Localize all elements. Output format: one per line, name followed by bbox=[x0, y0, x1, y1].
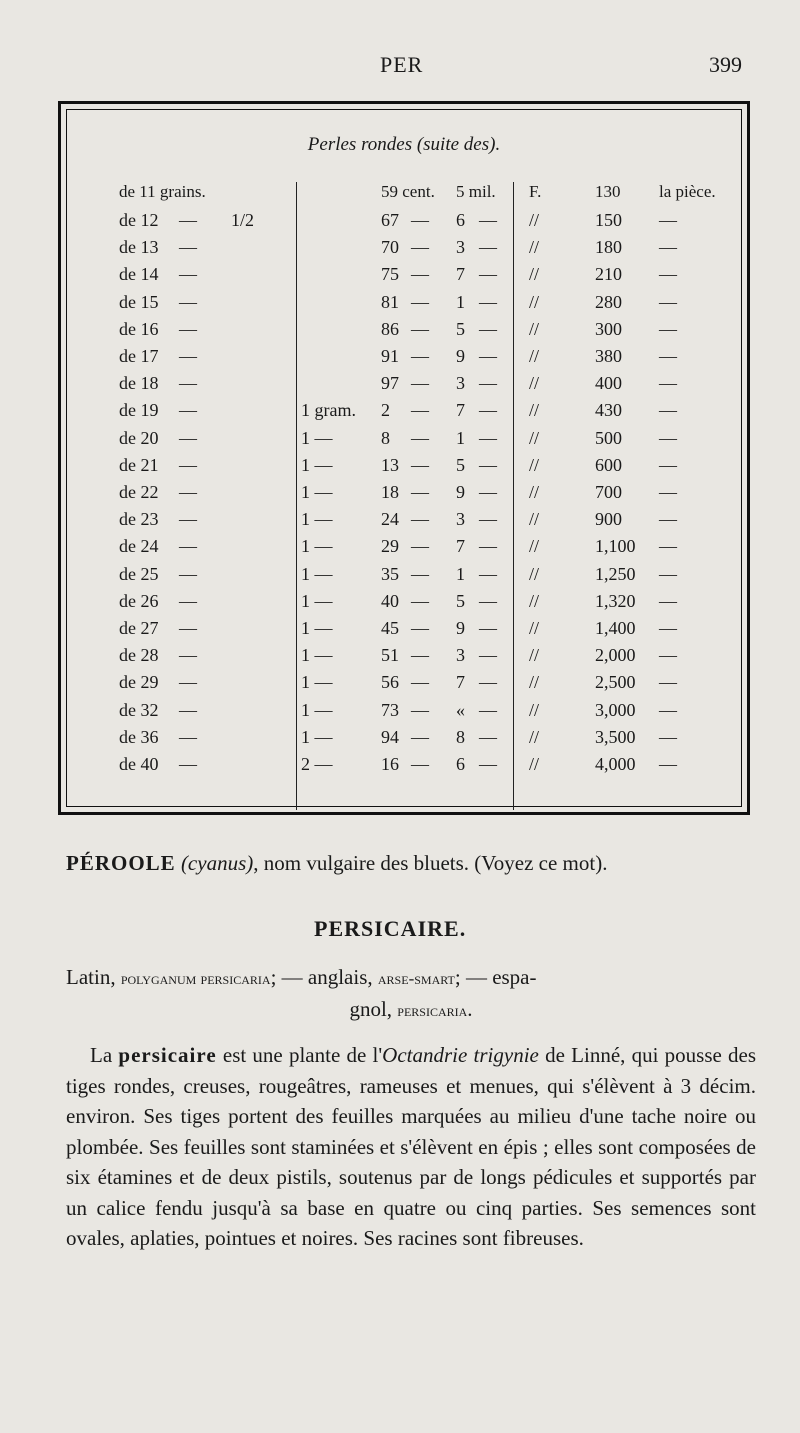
dash-cell: — bbox=[479, 509, 497, 530]
price-cell: 430 bbox=[595, 400, 622, 421]
cent-cell: 81 bbox=[381, 291, 399, 312]
mil-cell: 5 bbox=[456, 454, 465, 475]
unit-cell: — bbox=[659, 482, 677, 502]
unit-cell: — bbox=[659, 726, 677, 747]
header-unit: la pièce. bbox=[659, 182, 716, 201]
dash-cell: — bbox=[479, 454, 497, 475]
perole-headword: PÉROOLE bbox=[66, 851, 176, 875]
price-cell: 1,250 bbox=[595, 563, 636, 584]
latin-name: polyganum persicaria bbox=[120, 969, 271, 988]
cent-cell: 35 bbox=[381, 563, 399, 584]
dash-cell: — bbox=[411, 454, 429, 475]
page-number: 399 bbox=[709, 52, 742, 77]
dash-cell: — bbox=[411, 346, 429, 366]
unit-cell: — bbox=[659, 645, 677, 666]
gram-cell: 2 — bbox=[301, 754, 333, 774]
dash-cell: — bbox=[479, 672, 497, 693]
franc-mark-cell: // bbox=[529, 427, 540, 448]
cent-cell: 29 bbox=[381, 536, 399, 557]
grains-cell: de 27 bbox=[119, 618, 159, 638]
dash-cell: — bbox=[479, 210, 497, 230]
dash-cell: — bbox=[479, 482, 497, 502]
price-cell: 1,320 bbox=[595, 590, 636, 611]
price-cell: 280 bbox=[595, 291, 622, 312]
grains-cell: de 28 bbox=[119, 645, 159, 666]
mil-cell: 6 bbox=[456, 754, 465, 774]
dash-cell: — bbox=[479, 699, 497, 720]
dash-cell: — bbox=[411, 373, 429, 394]
grains-cell: de 22 bbox=[119, 482, 159, 502]
para-term: persicaire bbox=[118, 1043, 217, 1067]
anglais-name: arse-smart bbox=[377, 969, 455, 988]
price-cell: 4,000 bbox=[595, 754, 636, 774]
table-row bbox=[61, 536, 753, 563]
grains-cell: de 36 bbox=[119, 726, 159, 747]
mil-cell: 1 bbox=[456, 427, 465, 448]
franc-mark-cell: // bbox=[529, 264, 540, 285]
dash-cell: — bbox=[179, 346, 197, 366]
dash-cell: — bbox=[411, 536, 429, 557]
gram-cell: 1 — bbox=[301, 454, 333, 475]
dash-cell: — bbox=[179, 618, 197, 638]
grains-cell: de 16 bbox=[119, 318, 159, 339]
dash-cell: — bbox=[479, 318, 497, 339]
unit-cell: — bbox=[659, 400, 677, 421]
dash-cell: — bbox=[479, 373, 497, 394]
persicaire-title: PERSICAIRE. bbox=[314, 916, 467, 941]
price-cell: 700 bbox=[595, 482, 622, 502]
grains-cell: de 17 bbox=[119, 346, 159, 366]
cent-cell: 45 bbox=[381, 618, 399, 638]
table-row bbox=[61, 727, 753, 754]
unit-cell: — bbox=[659, 509, 677, 530]
para-start: La bbox=[90, 1043, 113, 1067]
header-cent: 59 cent. bbox=[381, 182, 435, 201]
latin-prefix: Latin, bbox=[66, 965, 116, 989]
mil-cell: 3 bbox=[456, 645, 465, 666]
unit-cell: — bbox=[659, 699, 677, 720]
espagnol-end: . bbox=[467, 997, 473, 1021]
header-mil: 5 mil. bbox=[456, 182, 496, 201]
unit-cell: — bbox=[659, 291, 677, 312]
dash-cell: — bbox=[411, 590, 429, 611]
grains-cell: de 19 bbox=[119, 400, 159, 421]
cent-cell: 40 bbox=[381, 590, 399, 611]
persicaire-description bbox=[66, 1040, 756, 1254]
dash-cell: — bbox=[411, 482, 429, 502]
table-row bbox=[61, 264, 753, 291]
mil-cell: 3 bbox=[456, 373, 465, 394]
unit-cell: — bbox=[659, 373, 677, 394]
gram-cell: 1 — bbox=[301, 509, 333, 530]
table-row bbox=[61, 237, 753, 264]
dash-cell: — bbox=[411, 618, 429, 638]
cent-cell: 70 bbox=[381, 237, 399, 258]
unit-cell: — bbox=[659, 210, 677, 230]
dash-cell: — bbox=[411, 645, 429, 666]
dash-cell: — bbox=[179, 645, 197, 666]
mil-cell: 9 bbox=[456, 346, 465, 366]
grains-cell: de 26 bbox=[119, 590, 159, 611]
dash-cell: — bbox=[479, 400, 497, 421]
grains-cell: de 40 bbox=[119, 754, 159, 774]
cent-cell: 24 bbox=[381, 509, 399, 530]
perole-latin: (cyanus) bbox=[180, 851, 254, 875]
franc-mark-cell: // bbox=[529, 373, 540, 394]
cent-cell: 94 bbox=[381, 726, 399, 747]
cent-cell: 75 bbox=[381, 264, 399, 285]
table-row bbox=[61, 428, 753, 455]
dash-cell: — bbox=[479, 726, 497, 747]
dash-cell: — bbox=[411, 726, 429, 747]
unit-cell: — bbox=[659, 754, 677, 774]
dash-cell: — bbox=[179, 400, 197, 421]
mil-cell: 7 bbox=[456, 264, 465, 285]
dash-cell: — bbox=[179, 237, 197, 258]
franc-mark-cell: // bbox=[529, 590, 540, 611]
cent-cell: 73 bbox=[381, 699, 399, 720]
anglais-prefix: ; — anglais, bbox=[270, 965, 373, 989]
gram-cell: 1 — bbox=[301, 726, 333, 747]
dash-cell: — bbox=[479, 536, 497, 557]
price-cell: 500 bbox=[595, 427, 622, 448]
gram-cell: 1 — bbox=[301, 618, 333, 638]
dash-cell: — bbox=[479, 590, 497, 611]
persicaire-names-line2 bbox=[66, 994, 756, 1027]
dash-cell: — bbox=[479, 754, 497, 774]
persicaire-names bbox=[66, 962, 756, 995]
dash-cell: — bbox=[179, 726, 197, 747]
table-row bbox=[61, 482, 753, 509]
table-row bbox=[61, 564, 753, 591]
mil-cell: « bbox=[456, 699, 465, 720]
cent-cell: 13 bbox=[381, 454, 399, 475]
grains-cell: de 23 bbox=[119, 509, 159, 530]
unit-cell: — bbox=[659, 590, 677, 611]
cent-cell: 56 bbox=[381, 672, 399, 693]
cent-cell: 16 bbox=[381, 754, 399, 774]
table-row bbox=[61, 618, 753, 645]
price-cell: 2,500 bbox=[595, 672, 636, 693]
dash-cell: — bbox=[179, 210, 197, 230]
mil-cell: 8 bbox=[456, 726, 465, 747]
mil-cell: 7 bbox=[456, 400, 465, 421]
grains-cell: de 18 bbox=[119, 373, 159, 394]
cent-cell: 18 bbox=[381, 482, 399, 502]
espagnol-prefix: ; — espa- bbox=[454, 965, 537, 989]
dash-cell: — bbox=[411, 672, 429, 693]
franc-mark-cell: // bbox=[529, 291, 540, 312]
mil-cell: 7 bbox=[456, 672, 465, 693]
table-row bbox=[61, 346, 753, 373]
gram-cell: 1 gram. bbox=[301, 400, 356, 421]
perole-definition: , nom vulgaire des bluets. (Voyez ce mot). bbox=[253, 851, 608, 875]
price-cell: 1,100 bbox=[595, 536, 636, 557]
table-row bbox=[61, 400, 753, 427]
grains-cell: de 29 bbox=[119, 672, 159, 693]
dash-cell: — bbox=[411, 291, 429, 312]
dash-cell: — bbox=[479, 645, 497, 666]
dash-cell: — bbox=[179, 754, 197, 774]
price-cell: 180 bbox=[595, 237, 622, 258]
table-row bbox=[61, 591, 753, 618]
cent-cell: 51 bbox=[381, 645, 399, 666]
table-header-row bbox=[61, 182, 753, 209]
franc-mark-cell: // bbox=[529, 618, 540, 638]
table-row bbox=[61, 754, 753, 781]
para-mid: est une plante de l' bbox=[222, 1043, 383, 1067]
unit-cell: — bbox=[659, 318, 677, 339]
dash-cell: — bbox=[179, 563, 197, 584]
grains-cell: de 24 bbox=[119, 536, 159, 557]
dash-cell: — bbox=[479, 291, 497, 312]
franc-mark-cell: // bbox=[529, 726, 540, 747]
mil-cell: 3 bbox=[456, 237, 465, 258]
price-cell: 3,500 bbox=[595, 726, 636, 747]
dash-cell: — bbox=[179, 427, 197, 448]
gram-cell: 1 — bbox=[301, 563, 333, 584]
table-row bbox=[61, 672, 753, 699]
header-grains: de 11 grains. bbox=[119, 182, 206, 201]
grains-cell: de 12 bbox=[119, 210, 159, 230]
franc-mark-cell: // bbox=[529, 699, 540, 720]
mil-cell: 3 bbox=[456, 509, 465, 530]
grains-cell: de 25 bbox=[119, 563, 159, 584]
price-cell: 2,000 bbox=[595, 645, 636, 666]
price-cell: 150 bbox=[595, 210, 622, 230]
cent-cell: 2 bbox=[381, 400, 390, 421]
franc-mark-cell: // bbox=[529, 672, 540, 693]
unit-cell: — bbox=[659, 346, 677, 366]
franc-mark-cell: // bbox=[529, 645, 540, 666]
price-cell: 900 bbox=[595, 509, 622, 530]
espagnol-name: persicaria bbox=[397, 1001, 468, 1020]
para-class: Octandrie trigynie bbox=[382, 1043, 539, 1067]
table-row bbox=[61, 210, 753, 237]
mil-cell: 6 bbox=[456, 210, 465, 230]
dash-cell: — bbox=[479, 618, 497, 638]
dash-cell: — bbox=[479, 563, 497, 584]
mil-cell: 7 bbox=[456, 536, 465, 557]
franc-mark-cell: // bbox=[529, 563, 540, 584]
running-header bbox=[0, 52, 800, 82]
gram-cell: 1 — bbox=[301, 699, 333, 720]
dash-cell: — bbox=[411, 237, 429, 258]
table-row bbox=[61, 700, 753, 727]
table-row bbox=[61, 645, 753, 672]
grains-cell: de 14 bbox=[119, 264, 159, 285]
franc-mark-cell: // bbox=[529, 536, 540, 557]
franc-mark-cell: // bbox=[529, 346, 540, 366]
price-cell: 600 bbox=[595, 454, 622, 475]
table-row bbox=[61, 373, 753, 400]
franc-mark-cell: // bbox=[529, 454, 540, 475]
table-row bbox=[61, 509, 753, 536]
mil-cell: 1 bbox=[456, 291, 465, 312]
espagnol-line2-prefix: gnol, bbox=[349, 997, 393, 1021]
dash-cell: — bbox=[179, 536, 197, 557]
dash-cell: — bbox=[411, 210, 429, 230]
dash-cell: — bbox=[179, 590, 197, 611]
dash-cell: — bbox=[479, 237, 497, 258]
unit-cell: — bbox=[659, 672, 677, 693]
unit-cell: — bbox=[659, 427, 677, 448]
price-table-frame bbox=[58, 101, 750, 815]
unit-cell: — bbox=[659, 237, 677, 258]
mil-cell: 5 bbox=[456, 318, 465, 339]
table-row bbox=[61, 292, 753, 319]
price-cell: 3,000 bbox=[595, 699, 636, 720]
dash-cell: — bbox=[411, 754, 429, 774]
cent-cell: 97 bbox=[381, 373, 399, 394]
dash-cell: — bbox=[179, 264, 197, 285]
gram-cell: 1 — bbox=[301, 672, 333, 693]
gram-cell: 1 — bbox=[301, 482, 333, 502]
price-cell: 210 bbox=[595, 264, 622, 285]
price-cell: 400 bbox=[595, 373, 622, 394]
cent-cell: 67 bbox=[381, 210, 399, 230]
dash-cell: — bbox=[179, 482, 197, 502]
persicaire-title-block bbox=[66, 914, 756, 945]
price-cell: 380 bbox=[595, 346, 622, 366]
header-f: F. bbox=[529, 182, 542, 201]
dash-cell: — bbox=[179, 454, 197, 475]
franc-mark-cell: // bbox=[529, 318, 540, 339]
price-cell: 300 bbox=[595, 318, 622, 339]
unit-cell: — bbox=[659, 563, 677, 584]
dash-cell: — bbox=[411, 509, 429, 530]
gram-cell: 1 — bbox=[301, 427, 333, 448]
dash-cell: — bbox=[411, 264, 429, 285]
dash-cell: — bbox=[411, 427, 429, 448]
franc-mark-cell: // bbox=[529, 754, 540, 774]
header-price: 130 bbox=[595, 182, 621, 201]
table-row bbox=[61, 319, 753, 346]
dash-cell: — bbox=[411, 699, 429, 720]
price-cell: 1,400 bbox=[595, 618, 636, 638]
table-row bbox=[61, 455, 753, 482]
dash-cell: — bbox=[479, 427, 497, 448]
grains-cell: de 20 bbox=[119, 427, 159, 448]
unit-cell: — bbox=[659, 454, 677, 475]
grains-cell: de 15 bbox=[119, 291, 159, 312]
table-caption: Perles rondes (suite des). bbox=[307, 134, 501, 155]
gram-cell: 1 — bbox=[301, 536, 333, 557]
grains-cell: de 32 bbox=[119, 699, 159, 720]
mil-cell: 9 bbox=[456, 618, 465, 638]
dash-cell: — bbox=[179, 318, 197, 339]
franc-mark-cell: // bbox=[529, 509, 540, 530]
para-rest: de Linné, qui pousse des tiges rondes, creuses, rougeâtres, rameuses et menues, qui s'élèvent à 3 décim. environ. Ses tiges portent des feuilles marquées au milieu d'une tache noire ou plombée. Ses feuilles sont staminées et s'élèvent en épis ; elles sont composées de six étamines et de deux pistils, soutenus par de longs pédicules et supportés par un calice fendu jusqu'à sa base en quatre ou cinq parties. Ses semences sont ovales, aplaties, pointues et noires. Ses racines sont fibreuses. bbox=[66, 1043, 757, 1250]
running-title: PER bbox=[380, 52, 424, 77]
dash-cell: — bbox=[479, 346, 497, 366]
dash-cell: — bbox=[179, 373, 197, 394]
grains-cell: de 21 bbox=[119, 454, 159, 475]
unit-cell: — bbox=[659, 618, 677, 638]
franc-mark-cell: // bbox=[529, 482, 540, 502]
gram-cell: 1 — bbox=[301, 645, 333, 666]
dash-cell: — bbox=[411, 400, 429, 421]
grains-cell: de 13 bbox=[119, 237, 159, 258]
fraction-cell: 1/2 bbox=[231, 210, 255, 230]
dash-cell: — bbox=[179, 699, 197, 720]
dash-cell: — bbox=[179, 291, 197, 312]
cent-cell: 86 bbox=[381, 318, 399, 339]
mil-cell: 5 bbox=[456, 590, 465, 611]
perole-entry bbox=[66, 848, 756, 879]
gram-cell: 1 — bbox=[301, 590, 333, 611]
mil-cell: 1 bbox=[456, 563, 465, 584]
cent-cell: 91 bbox=[381, 346, 399, 366]
unit-cell: — bbox=[659, 264, 677, 285]
franc-mark-cell: // bbox=[529, 400, 540, 421]
dash-cell: — bbox=[479, 264, 497, 285]
dash-cell: — bbox=[411, 318, 429, 339]
franc-mark-cell: // bbox=[529, 237, 540, 258]
dash-cell: — bbox=[179, 509, 197, 530]
franc-mark-cell: // bbox=[529, 210, 540, 230]
unit-cell: — bbox=[659, 536, 677, 557]
cent-cell: 8 bbox=[381, 427, 390, 448]
dash-cell: — bbox=[179, 672, 197, 693]
mil-cell: 9 bbox=[456, 482, 465, 502]
dash-cell: — bbox=[411, 563, 429, 584]
